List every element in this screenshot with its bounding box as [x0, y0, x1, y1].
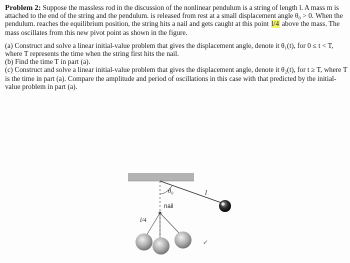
part-a: (a) Construct and solve a linear initial-value problem that gives the displacement angle, denote it θ₁(t), for 0 ≤ t < T, where T represents the time when the string first hits the nail. [5, 41, 334, 59]
part-c: (c) Construct and solve a linear initial-value problem that gives the displacement angle, denote it θ₂(t), for t ≥ T, where T is the time in part (a). Compare the amplitude and period of oscillations in this case with that predicted by the initial-value problem in part (a). [5, 66, 348, 91]
mass-position-left [136, 234, 153, 251]
quarter-length-label: l/4 [140, 218, 147, 224]
mass-position-right [175, 232, 192, 249]
intro-text-2: above the mass. The mass oscillates from this new pivot point as shown in the figure. [5, 20, 340, 37]
part-b: (b) Find the time T in part (a). [5, 58, 91, 67]
theta-label: θ₀ [168, 188, 174, 195]
intro-text-1: Suppose the massless rod in the discussion of the nonlinear pendulum is a string of length l. A mass m is attached to the end of the string and the pendulum. is released from rest at a small displacement angle θ₀ > 0. When the pendulum. reaches the equilibrium position, the string hits a nail and gets caught at this point [5, 4, 343, 29]
ceiling-support [128, 173, 194, 181]
highlighted-length: l/4 [271, 20, 280, 29]
problem-title: Problem 2: [5, 3, 41, 12]
mass-position-bottom [153, 238, 170, 255]
mass-released [219, 200, 231, 212]
length-label: l [205, 189, 207, 197]
swing-arrow: ↙ [203, 240, 209, 246]
nail-label: nail [164, 204, 174, 210]
